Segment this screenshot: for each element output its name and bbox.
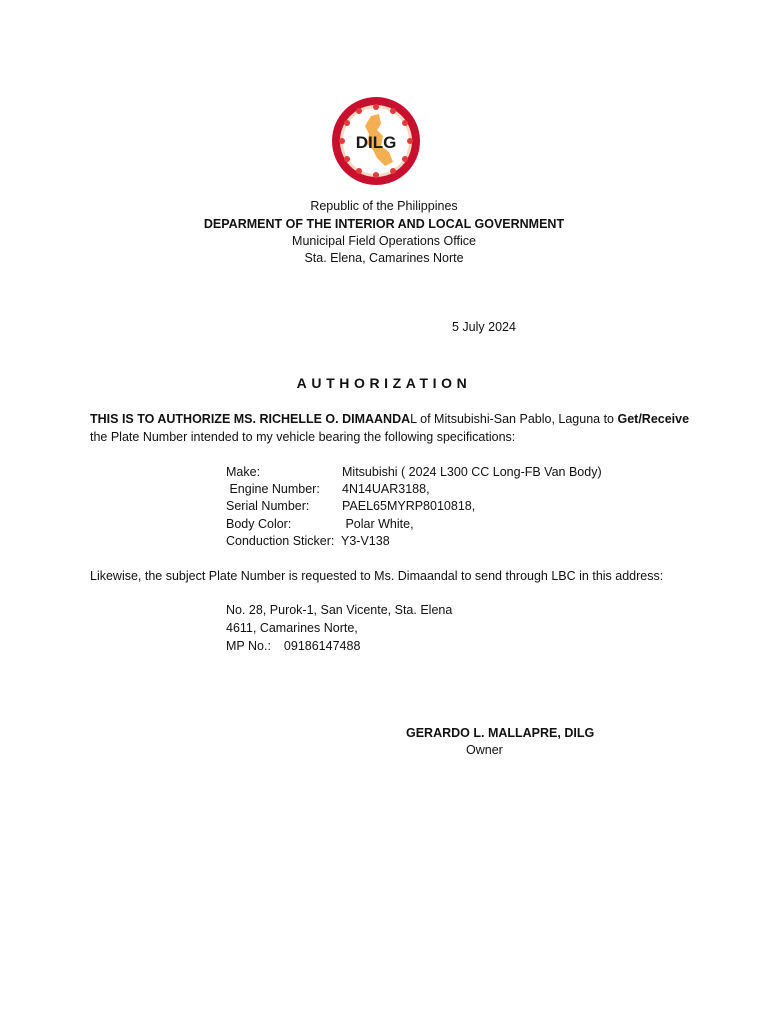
spec-color-value: Polar White, — [342, 517, 414, 531]
intro-action: Get/Receive — [617, 412, 690, 426]
mobile-number — [226, 639, 360, 653]
document-date: 5 July 2024 — [452, 320, 516, 334]
mobile-value: 09186147488 — [283, 639, 361, 653]
intro-rest: of Mitsubishi-San Pablo, Laguna to — [416, 412, 618, 426]
signatory-name: GERARDO L. MALLAPRE, DILG — [406, 726, 595, 740]
signatory-role: Owner — [466, 743, 503, 757]
spec-engine-label: Engine Number: — [226, 482, 320, 496]
likewise-line: Likewise, the subject Plate Number is requested to Ms. Dimaandal to send through LBC in this address: — [90, 569, 664, 583]
spec-sticker-value: Y3-V138 — [341, 534, 390, 548]
dilg-seal-logo — [331, 96, 421, 186]
mobile-label: MP No.: — [226, 639, 271, 653]
header-office: Municipal Field Operations Office — [292, 234, 476, 248]
document-title: AUTHORIZATION — [296, 375, 472, 391]
address-line-1: No. 28, Purok-1, San Vicente, Sta. Elena — [226, 603, 453, 617]
spec-engine-value: 4N14UAR3188, — [342, 482, 430, 496]
spec-sticker-label: Conduction Sticker: — [226, 534, 335, 548]
address-line-2: 4611, Camarines Norte, — [226, 621, 358, 635]
spec-color-label: Body Color: — [226, 517, 292, 531]
spec-serial-label: Serial Number: — [226, 499, 310, 513]
spec-make-value: Mitsubishi ( 2024 L300 CC Long-FB Van Body) — [342, 465, 602, 479]
spec-serial-value: PAEL65MYRP8010818, — [342, 499, 476, 513]
intro-line-2: the Plate Number intended to my vehicle bearing the following specifications: — [90, 430, 516, 444]
header-location: Sta. Elena, Camarines Norte — [304, 251, 464, 265]
spec-make-label: Make: — [226, 465, 261, 479]
intro-line — [90, 412, 689, 426]
intro-letter: L — [410, 412, 417, 426]
intro-authorize: THIS IS TO AUTHORIZE MS. RICHELLE O. DIMAANDA — [90, 412, 411, 426]
header-republic: Republic of the Philippines — [310, 199, 458, 213]
logo-text: DILG — [355, 133, 397, 152]
header-department: DEPARMENT OF THE INTERIOR AND LOCAL GOVERNMENT — [203, 217, 565, 231]
